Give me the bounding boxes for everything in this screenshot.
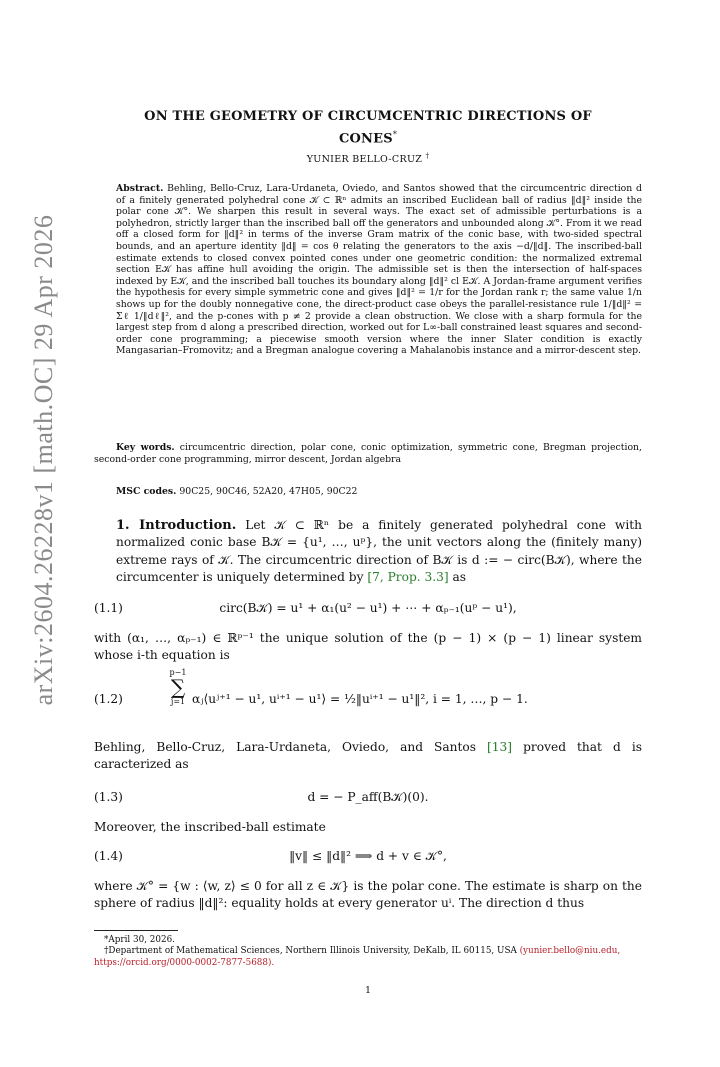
sigma-glyph: ∑ bbox=[170, 675, 186, 699]
equation-body: circ(B𝒦) = u¹ + α₁(u² − u¹) + ⋯ + αₚ₋₁(uᵖ − u¹), bbox=[219, 601, 517, 615]
paragraph-text: where 𝒦° = {w : ⟨w, z⟩ ≤ 0 for all z ∈ 𝒦} is the polar cone. The estimate is sharp on the sphere of radius ‖d‖²: equality holds at every generator uⁱ. The direction d thus bbox=[94, 879, 642, 911]
equation-1-2 bbox=[94, 668, 642, 710]
author-footnote-mark: † bbox=[425, 152, 430, 160]
email-link[interactable]: (yunier.bello@niu.edu, bbox=[519, 946, 621, 957]
equation-body: d = − P_aff(B𝒦)(0). bbox=[307, 790, 429, 804]
title-line-2: CONES bbox=[338, 131, 393, 147]
title-line-1: ON THE GEOMETRY OF CIRCUMCENTRIC DIRECTIONS OF bbox=[144, 109, 592, 124]
abstract-label: Abstract. bbox=[116, 183, 164, 194]
equation-number: (1.4) bbox=[94, 849, 123, 863]
equation-1-4 bbox=[94, 849, 642, 869]
author-line bbox=[94, 152, 642, 165]
paper-title bbox=[94, 108, 642, 148]
abstract bbox=[94, 183, 642, 357]
arxiv-identifier: arXiv:2604.26228v1 [math.OC] 29 Apr 2026 bbox=[29, 214, 58, 706]
sum-operator bbox=[166, 668, 190, 706]
paragraph-moreover bbox=[94, 819, 642, 836]
keywords bbox=[94, 442, 642, 465]
equation-number: (1.2) bbox=[94, 692, 123, 706]
author-name: YUNIER BELLO-CRUZ bbox=[306, 154, 423, 166]
paragraph-linear-system bbox=[94, 630, 642, 665]
sum-lower-limit: j=1 bbox=[170, 697, 186, 706]
paragraph-text: with (α₁, …, αₚ₋₁) ∈ ℝᵖ⁻¹ the unique solution of the (p − 1) × (p − 1) linear system whose i-th equation is bbox=[94, 631, 642, 663]
keywords-label: Key words. bbox=[116, 442, 175, 453]
equation-1-1 bbox=[94, 601, 642, 621]
arxiv-watermark bbox=[14, 214, 74, 706]
paragraph-characterization bbox=[94, 739, 642, 774]
intro-text: Let 𝒦 ⊂ ℝⁿ be a finitely generated polyhedral cone with normalized conic base B𝒦 = {u¹, …, uᵖ}, the unit vectors along the (finitely many) extreme rays of 𝒦. The circumcentric direction of B𝒦 is d := − circ(B𝒦), where the circumcenter is uniquely determined by bbox=[116, 518, 642, 585]
intro-text-end: as bbox=[452, 570, 467, 585]
orcid-link[interactable]: https://orcid.org/0000-0002-7877-5688). bbox=[94, 957, 275, 968]
msc-codes bbox=[94, 486, 642, 498]
msc-label: MSC codes. bbox=[116, 486, 177, 497]
keywords-body: circumcentric direction, polar cone, conic optimization, symmetric cone, Bregman projection, second-order cone programming, mirror descent, Jordan algebra bbox=[94, 442, 642, 465]
affiliation-text: †Department of Mathematical Sciences, Northern Illinois University, DeKalb, IL 60115, USA bbox=[104, 946, 517, 957]
equation-1-3 bbox=[94, 790, 642, 810]
paragraph-text: Moreover, the inscribed-ball estimate bbox=[94, 820, 326, 834]
footnotes bbox=[94, 935, 642, 969]
equation-number: (1.1) bbox=[94, 601, 123, 615]
title-footnote-mark: * bbox=[392, 130, 398, 139]
equation-number: (1.3) bbox=[94, 790, 123, 804]
paragraph-text: Behling, Bello-Cruz, Lara-Urdaneta, Oviedo, and Santos bbox=[94, 740, 476, 754]
abstract-body: Behling, Bello-Cruz, Lara-Urdaneta, Oviedo, and Santos showed that the circumcentric direction d of a finitely generated polyhedral cone 𝒦 ⊂ ℝⁿ admits an inscribed Euclidean ball of radius ‖d‖² inside the polar cone 𝒦°. We sharpen this result in several ways. The exact set of admissible perturbations is a polyhedron, strictly larger than the inscribed ball off the generators and unbounded along 𝒦°. From it we read off a closed form for ‖d‖² in terms of the inverse Gram matrix of the conic base, with two-sided spectral bounds, and an aperture identity ‖d‖ = cos θ relating the generators to the axis −d/‖d‖. The inscribed-ball estimate extends to closed convex pointed cones under one geometric condition: the normalized extremal section E𝒦 has affine hull avoiding the origin. The admissible set is then the intersection of half-spaces indexed by E𝒦, and the inscribed ball touches its boundary along ‖d‖² cl E𝒦. A Jordan-frame argument verifies the hypothesis for every simple symmetric cone and gives ‖d‖² = 1/r for the Jordan rank r; the same value 1/n shows up for the doubly nonnegative cone, the direct-product case obeys the parallel-resistance rule 1/‖d‖² = Σℓ 1/‖dℓ‖², and the p-cones with p ≠ 2 provide a clean obstruction. We close with a sharp formula for the largest step from d along a prescribed direction, worked out for L∞-ball constrained least squares and second-order cone programming; a piecewise smooth version where the inner Slater condition is exactly Mangasarian–Fromovitz; and a Bregman analogue covering a Mahalanobis instance and a mirror-descent step. bbox=[116, 183, 642, 357]
sum-upper-limit: p−1 bbox=[169, 668, 187, 677]
paragraph-text-end: proved that d is caracterized as bbox=[94, 740, 642, 772]
citation-13[interactable]: [13] bbox=[487, 740, 513, 754]
section-heading: 1. Introduction. bbox=[116, 518, 237, 533]
paragraph-polar-cone bbox=[94, 878, 642, 913]
equation-body: αⱼ⟨uʲ⁺¹ − u¹, uⁱ⁺¹ − u¹⟩ = ½‖uⁱ⁺¹ − u¹‖², i = 1, …, p − 1. bbox=[192, 692, 528, 706]
footnote-date: *April 30, 2026. bbox=[104, 935, 175, 945]
introduction-paragraph bbox=[94, 517, 642, 587]
footnote-rule bbox=[94, 930, 178, 931]
citation-7[interactable]: [7, Prop. 3.3] bbox=[367, 570, 449, 585]
footnote-affiliation bbox=[94, 946, 642, 969]
page-number: 1 bbox=[364, 985, 372, 996]
equation-body: ‖v‖ ≤ ‖d‖² ⟹ d + v ∈ 𝒦°, bbox=[289, 849, 447, 863]
msc-body: 90C25, 90C46, 52A20, 47H05, 90C22 bbox=[179, 486, 358, 497]
